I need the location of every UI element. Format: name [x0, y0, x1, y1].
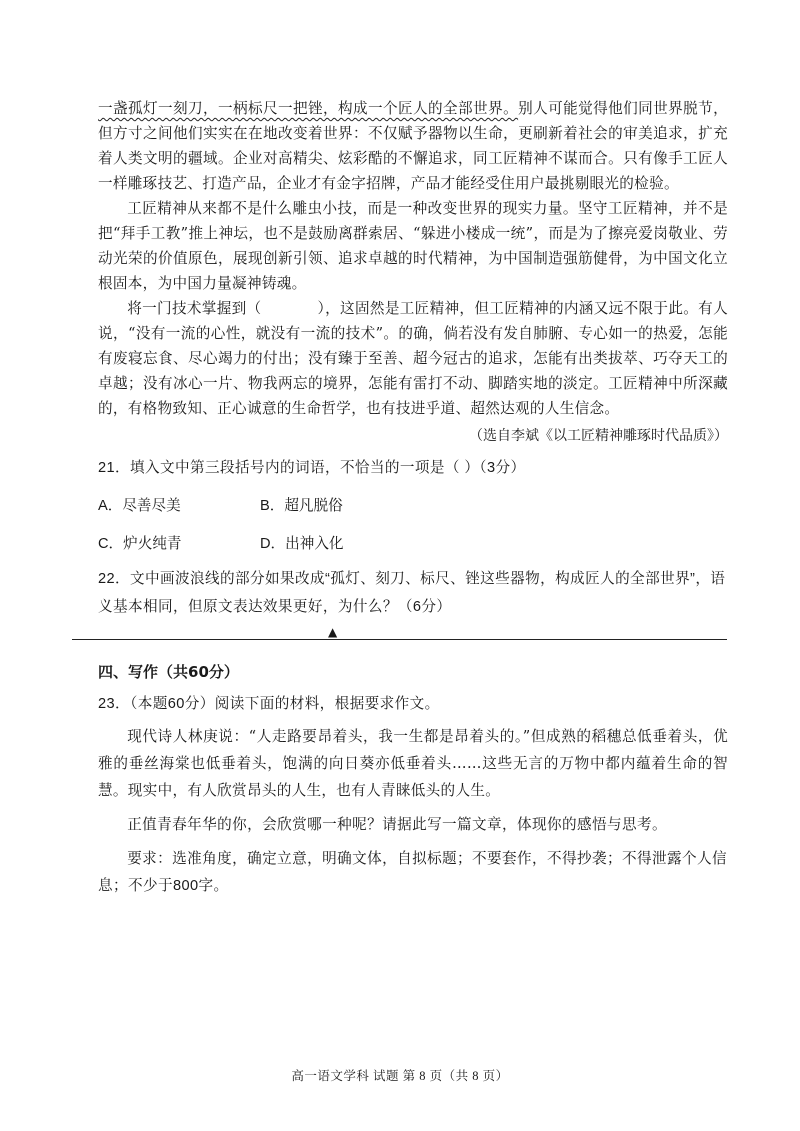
passage-paragraph-1 [98, 96, 728, 196]
question-21-options-row-1 [98, 493, 728, 519]
passage-paragraph-3 [98, 296, 728, 421]
passage-paragraph-1-rest: 别人可能觉得他们同世界脱节，但方寸之间他们实实在在地改变着世界：不仅赋予器物以生命，更刷新着社会的审美追求，扩充着人类文明的疆域。企业对高精尖、炫彩酷的不懈追求，同工匠精神不谋而合。只有像手工匠人一样雕琢技艺、打造产品，企业才有金字招牌，产品才能经受住用户最挑剔眼光的检验。 [98, 100, 729, 192]
wavy-underlined-sentence: 一盏孤灯一刻刀，一柄标尺一把锉，构成一个匠人的全部世界。 [98, 100, 519, 117]
question-21-stem: 21．填入文中第三段括号内的词语，不恰当的一项是（ ）（3分） [98, 460, 526, 476]
section-divider [98, 627, 728, 649]
option-c: C．炉火纯青 [98, 536, 182, 552]
question-23-requirements: 要求：选准角度，确定立意，明确文体，自拟标题；不要套作，不得抄袭；不得泄露个人信息；不少于800字。 [98, 851, 727, 894]
question-22-stem: 22．文中画波浪线的部分如果改成“孤灯、刻刀、标尺、锉这些器物，构成匠人的全部世界”，语义基本相同，但原文表达效果更好，为什么？（6分） [98, 571, 726, 615]
option-d: D．出神入化 [260, 536, 344, 552]
passage-paragraph-2: 工匠精神从来都不是什么雕虫小技，而是一种改变世界的现实力量。坚守工匠精神，并不是把“拜手工教”推上神坛，也不是鼓励离群索居、“躲进小楼成一统”，而是为了擦亮爱岗敬业、劳动光荣的价值原色，展现创新引领、追求卓越的时代精神，为中国制造强筋健骨，为中国文化立根固本，为中国力量凝神铸魂。 [98, 200, 728, 292]
paragraph-3-before-blank: 将一门技术掌握到（ [127, 300, 262, 317]
paragraph-3-after-blank: ），这固然是工匠精神，但工匠精神的内涵又远不限于此。有人说，“没有一流的心性，就没有一流的技术”。的确，倘若没有发自肺腑、专心如一的热爱，怎能有废寝忘食、尽心竭力的付出；没有臻于至善、超今冠古的追求，怎能有出类拔萃、巧夺天工的卓越；没有冰心一片、物我两忘的境界，怎能有雷打不动、脚踏实地的淡定。工匠精神中所深藏的，有格物致知、正心诚意的生命哲学，也有技进乎道、超然达观的人生信念。 [98, 300, 728, 417]
section-4-title: 四、写作（共60分） [98, 663, 239, 681]
option-a: A．尽善尽美 [98, 498, 181, 514]
question-23-prompt: 正值青春年华的你，会欣赏哪一种呢？请据此写一篇文章，体现你的感悟与思考。 [127, 817, 667, 833]
question-23-stem: 23．（本题60分）阅读下面的材料，根据要求作文。 [98, 696, 440, 712]
divider-line [72, 639, 727, 640]
question-23-material: 现代诗人林庚说：“人走路要昂着头，我一生都是昂着头的。”但成熟的稻穗总低垂着头，优雅的垂丝海棠也低垂着头，饱满的向日葵亦低垂着头……这些无言的万物中都内蕴着生命的智慧。现实中，有人欣赏昂头的人生，也有人青睐低头的人生。 [98, 728, 728, 799]
question-21-options-row-2 [98, 531, 728, 557]
triangle-marker-icon: ▲ [328, 625, 338, 639]
option-b: B．超凡脱俗 [260, 498, 343, 514]
exam-page [98, 96, 728, 900]
page-footer: 高一语文学科 试题 第 8 页（共 8 页） [291, 1069, 509, 1083]
passage-source: （选自李斌《以工匠精神雕琢时代品质》） [469, 428, 728, 444]
